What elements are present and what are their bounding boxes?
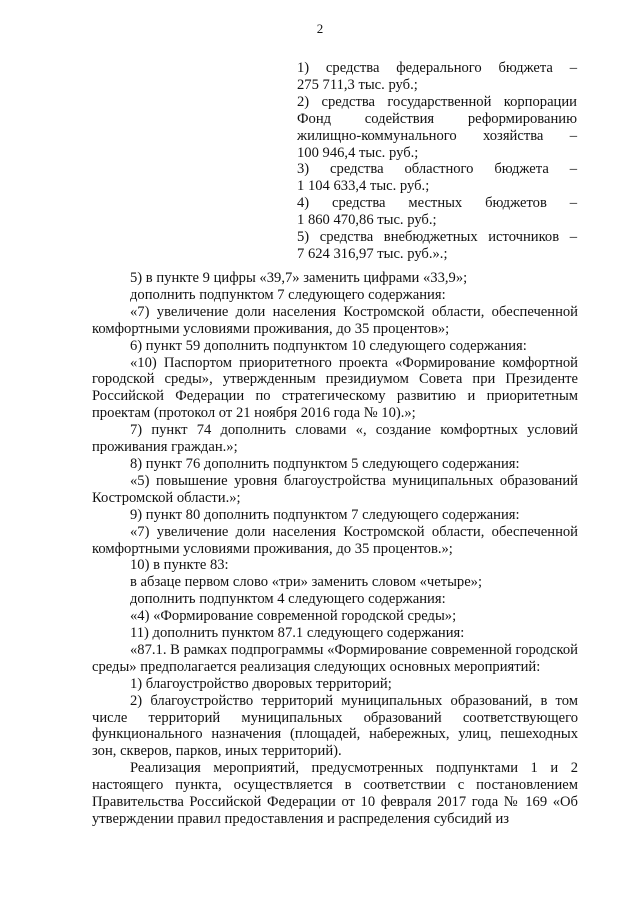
amendment-paragraph: дополнить подпунктом 4 следующего содержания:	[130, 591, 446, 608]
funding-source-line: 1) средства федерального бюджета –	[297, 60, 577, 76]
amendment-paragraph: «4) «Формирование современной городской среды»;	[130, 608, 457, 625]
amendment-paragraph: в абзаце первом слово «три» заменить словом «четыре»;	[130, 574, 483, 591]
amendments-text	[92, 270, 578, 828]
amendment-paragraph: «7) увеличение доли населения Костромской области, обеспеченной комфортными условиями проживания, до 35 процентов.»;	[92, 523, 578, 557]
amendment-paragraph: дополнить подпунктом 7 следующего содержания:	[130, 286, 446, 303]
amendment-paragraph: 7) пункт 74 дополнить словами «, создание комфортных условий проживания граждан.»;	[92, 422, 578, 456]
funding-source-line: Фонд содействия реформированию	[297, 110, 577, 127]
funding-source-line: 1 860 470,86 тыс. руб.;	[297, 212, 437, 229]
amendment-paragraph: 11) дополнить пунктом 87.1 следующего содержания:	[130, 625, 465, 642]
funding-source-line: 1 104 633,4 тыс. руб.;	[297, 178, 430, 195]
funding-source-line: 4) средства местных бюджетов –	[297, 195, 577, 212]
amendment-paragraph: «5) повышение уровня благоустройства муниципальных образований Костромской области.»;	[92, 472, 578, 506]
amendment-paragraph: «10) Паспортом приоритетного проекта «Формирование комфортной городской среды», утвержденным президиумом Совета при Президенте Российской Федерации по стратегическому развитию и приоритетным проектам (протокол от 21 ноября 2016 года № 10).»;	[92, 354, 578, 422]
funding-sources-list	[297, 60, 577, 263]
amendment-paragraph: 1) благоустройство дворовых территорий;	[130, 675, 392, 692]
amendment-paragraph: Реализация мероприятий, предусмотренных подпунктами 1 и 2 настоящего пункта, осуществляется в соответствии с постановлением Правительства Российской Федерации от 10 февраля 2017 года № 169 «Об утверждении правил предоставления и распределения субсидий из	[92, 760, 578, 827]
amendment-paragraph: 6) пункт 59 дополнить подпунктом 10 следующего содержания:	[130, 337, 527, 354]
page-number: 2	[316, 21, 324, 36]
amendment-paragraph: 2) благоустройство территорий муниципальных образований, в том числе территорий муниципальных образований соответствующего функционального назначения (площадей, набережных, улиц, пешеходных зон, скверов, парков, иных территорий).	[92, 692, 578, 760]
funding-source-line: 7 624 316,97 тыс. руб.».;	[297, 245, 448, 262]
amendment-paragraph: 9) пункт 80 дополнить подпунктом 7 следующего содержания:	[130, 506, 520, 523]
funding-source-line: 3) средства областного бюджета –	[297, 161, 577, 178]
amendment-paragraph: 10) в пункте 83:	[130, 557, 229, 574]
funding-source-line: жилищно-коммунального хозяйства –	[297, 127, 577, 144]
amendment-paragraph: 5) в пункте 9 цифры «39,7» заменить цифрами «33,9»;	[130, 270, 468, 286]
amendment-paragraph: «7) увеличение доли населения Костромской области, обеспеченной комфортными условиями проживания, до 35 процентов»;	[92, 303, 578, 337]
funding-source-line: 2) средства государственной корпорации	[297, 93, 577, 110]
amendment-paragraph: «87.1. В рамках подпрограммы «Формирование современной городской среды» предполагается реализация следующих основных мероприятий:	[92, 641, 578, 675]
funding-source-line: 100 946,4 тыс. руб.;	[297, 144, 419, 161]
funding-source-line: 5) средства внебюджетных источников –	[297, 229, 577, 246]
amendment-paragraph: 8) пункт 76 дополнить подпунктом 5 следующего содержания:	[130, 455, 520, 472]
funding-source-line: 275 711,3 тыс. руб.;	[297, 76, 418, 93]
